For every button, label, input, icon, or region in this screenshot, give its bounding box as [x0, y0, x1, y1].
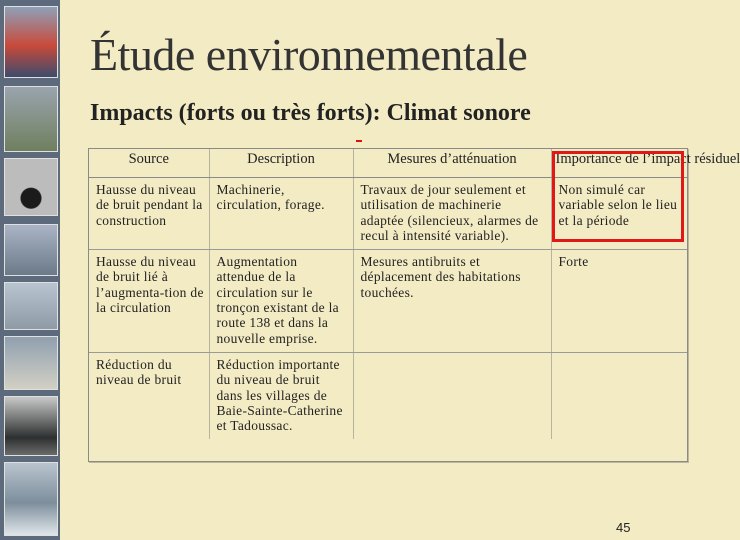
cell-importance: Forte	[551, 250, 687, 353]
header-source: Source	[89, 149, 209, 178]
tunnel-entrance-photo	[4, 158, 58, 216]
cell-source: Réduction du niveau de bruit	[89, 352, 209, 439]
road-photo	[4, 224, 58, 276]
snowmobile-photo	[4, 396, 58, 456]
red-mark	[356, 140, 362, 142]
tunnel-photo	[4, 86, 58, 152]
workers-photo	[4, 6, 58, 78]
cell-importance	[551, 352, 687, 439]
cell-mesures: Mesures antibruits et déplacement des habitations touchées.	[353, 250, 551, 353]
header-mesures: Mesures d’atténuation	[353, 149, 551, 178]
cell-description: Machinerie, circulation, forage.	[209, 178, 353, 250]
slide-title: Étude environnementale	[90, 29, 528, 80]
table-row	[89, 352, 687, 439]
river-photo	[4, 336, 58, 390]
landscape-photo	[4, 282, 58, 330]
cell-source: Hausse du niveau de bruit pendant la construction	[89, 178, 209, 250]
table-row	[89, 250, 687, 353]
cell-mesures	[353, 352, 551, 439]
page-number: 45	[616, 520, 631, 535]
cell-description: Augmentation attendue de la circulation sur le tronçon existant de la route 138 et dans la nouvelle emprise.	[209, 250, 353, 353]
shoreline-photo	[4, 462, 58, 536]
cell-description: Réduction importante du niveau de bruit dans les villages de Baie-Sainte-Catherine et Tadoussac.	[209, 352, 353, 439]
cell-mesures: Travaux de jour seulement et utilisation de machinerie adaptée (silencieux, alarmes de recul à intensité variable).	[353, 178, 551, 250]
photo-sidebar	[0, 0, 60, 540]
cell-source: Hausse du niveau de bruit lié à l’augmenta-tion de la circulation	[89, 250, 209, 353]
cell-importance: Non simulé car variable selon le lieu et la période	[551, 178, 687, 250]
highlight-box	[552, 151, 684, 242]
header-importance: Importance de l’impact résiduel	[551, 149, 687, 178]
slide-subtitle: Impacts (forts ou très forts): Climat sonore	[90, 100, 531, 126]
header-description: Description	[209, 149, 353, 178]
